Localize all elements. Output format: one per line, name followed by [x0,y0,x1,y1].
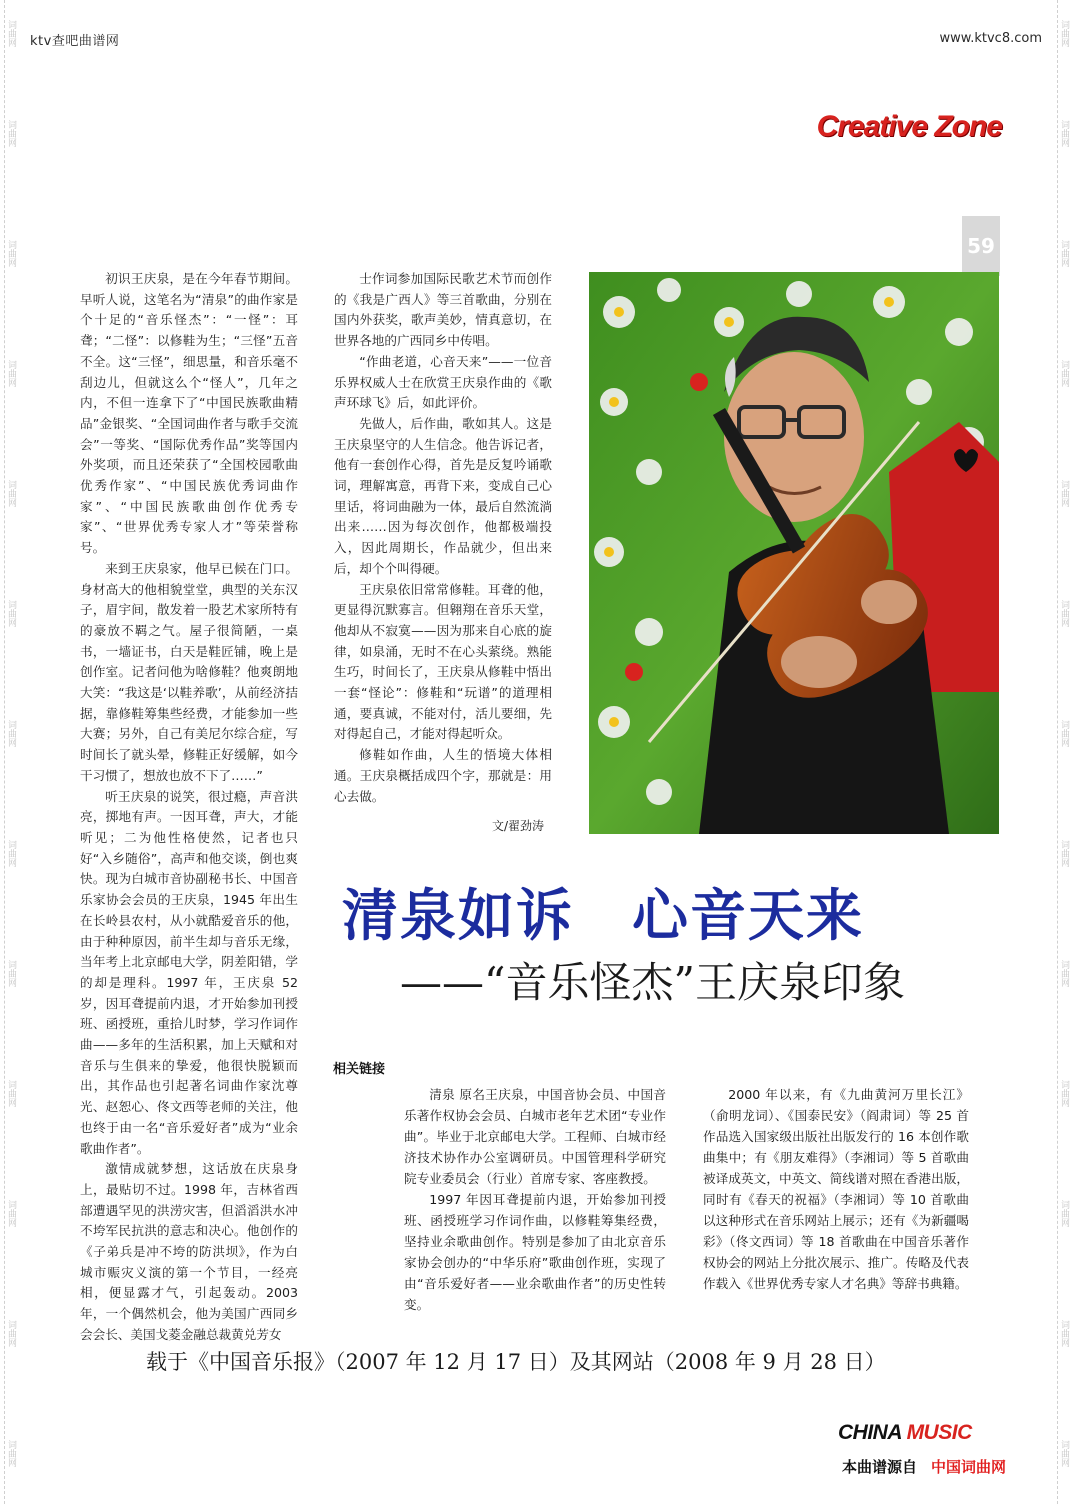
logo-word-music: MUSIC [906,1421,972,1444]
footer-credit [842,1456,1006,1477]
margin-text: 词曲网 [6,1320,16,1347]
paragraph: 激情成就梦想，这话放在庆泉身上，最贴切不过。1998 年，吉林省西部遭遇罕见的洪涝灾害，但滔滔洪水冲不垮军民抗洪的意志和决心。他创作的《子弟兵是冲不垮的防洪坝》，作为白城市赈灾义演的第一个节目，一经亮相，便显露才气，引起轰动。2003 年，一个偶然机会，他为美国广西同乡会会长、美国戈菱金融总裁黄兑芳女 [80,1161,298,1342]
related-column-a [404,1084,666,1315]
margin-text: 词曲网 [1059,360,1069,387]
paragraph: 来到王庆泉家，他早已候在门口。身材高大的他相貌堂堂，典型的关东汉子，眉宇间，散发着一股艺术家所特有的豪放不羁之气。屋子很简陋，一桌书，一墙证书，白天是鞋匠铺，晚上是创作室。记者问他为啥修鞋？他爽朗地大笑：“我这是‘以鞋养歌’，从前经济拮据，靠修鞋筹集些经费，才能参加一些大赛；另外，自己有美尼尔综合症，写时间长了就头晕，修鞋正好缓解，如今干习惯了，想放也放不下了……” [80,560,298,783]
margin-text: 词曲网 [6,360,16,387]
source-note: 载于《中国音乐报》（2007 年 12 月 17 日）及其网站（2008 年 9 月 28 日） [146,1350,886,1374]
page-number: 59 [962,216,1000,276]
paragraph: 士作词参加国际民歌艺术节而创作的《我是广西人》等三首歌曲，分别在国内外获奖，歌声美妙，情真意切，在世界各地的广西同乡中传唱。 [334,271,552,349]
margin-text: 词曲网 [1059,840,1069,867]
margin-text: 词曲网 [1059,600,1069,627]
margin-text: 词曲网 [1059,1080,1069,1107]
margin-text: 词曲网 [6,960,16,987]
margin-text: 词曲网 [6,1440,16,1467]
paragraph: 王庆泉依旧常常修鞋。耳聋的他，更显得沉默寡言。但翱翔在音乐天堂，他却从不寂寞——因为那来自心底的旋律，如泉涌，无时不在心头萦绕。熟能生巧，时间长了，王庆泉从修鞋中悟出一套“怪论”：修鞋和“玩谱”的道理相通，要真诚，不能对付，活儿要细，先对得起自己，才能对得起听众。 [334,581,552,742]
right-margin-watermark [1057,0,1070,1504]
paragraph: 修鞋如作曲，人生的悟境大体相通。王庆泉概括成四个字，那就是：用心去做。 [334,747,552,804]
related-column-b [703,1084,969,1294]
margin-text: 词曲网 [6,720,16,747]
margin-text: 词曲网 [1059,720,1069,747]
margin-text: 词曲网 [1059,960,1069,987]
margin-text: 词曲网 [6,840,16,867]
article-column-2 [334,269,552,807]
margin-text: 词曲网 [6,20,16,47]
article-column-1 [80,269,298,1346]
related-heading: 相关链接 [333,1062,386,1077]
margin-text: 词曲网 [6,240,16,267]
margin-text: 词曲网 [1059,1440,1069,1467]
paragraph: “作曲老道，心音天来”——一位音乐界权威人士在欣赏王庆泉作曲的《歌声环球飞》后，如此评价。 [334,353,552,411]
article-subtitle: ——“音乐怪杰”王庆泉印象 [400,958,905,1007]
paragraph: 先做人，后作曲，歌如其人。这是王庆泉坚守的人生信念。他告诉记者，他有一套创作心得，首先是反复吟诵歌词，理解寓意，再背下来，变成自己心里话，将词曲融为一体，最后自然流淌出来……因为每次创作，他都极端投入，因此周期长，作品就少，但出来后，却个个叫得硬。 [334,415,552,576]
site-url-right[interactable]: www.ktvc8.com [939,31,1042,46]
margin-text: 词曲网 [6,1080,16,1107]
margin-text: 词曲网 [1059,1320,1069,1347]
credit-text: 本曲谱源自 [842,1458,918,1476]
left-margin-watermark [4,0,17,1504]
paragraph: 1997 年因耳聋提前内退，开始参加刊授班、函授班学习作词作曲，以修鞋筹集经费，坚持业余歌曲创作。特别是参加了由北京音乐家协会创办的“中华乐府”歌曲创作班，实现了由“音乐爱好者——业余歌曲作者”的历史性转变。 [404,1192,666,1312]
margin-text: 词曲网 [6,600,16,627]
margin-text: 词曲网 [1059,120,1069,147]
margin-text: 词曲网 [6,480,16,507]
paragraph: 清泉 原名王庆泉，中国音协会员、中国音乐著作权协会会员、白城市老年艺术团“专业作曲”。毕业于北京邮电大学。工程师、白城市经济技术协作办公室调研员。中国管理科学研究院专业委员会（行业）首席专家、客座教授。 [404,1087,666,1186]
paragraph: 初识王庆泉，是在今年春节期间。早听人说，这笔名为“清泉”的曲作家是个十足的“音乐怪杰”：“一怪”：耳聋；“二怪”：以修鞋为生；“三怪”五音不全。这“三怪”，细思量，和音乐毫不刮边儿，但就这么个“怪人”，几年之内，不但一连拿下了“中国民族歌曲精品”金银奖、“全国词曲作者与歌手交流会”一等奖、“国际优秀作品”奖等国内外奖项，而且还荣获了“全国校园歌曲优秀作家”、“中国民族优秀词曲作家”、“中国民族歌曲创作优秀专家”、“世界优秀专家人才”等荣誉称号。 [80,271,298,556]
credit-site-link[interactable]: 中国词曲网 [931,1458,1007,1476]
paragraph: 2000 年以来，有《九曲黄河万里长江》（俞明龙词）、《国泰民安》（阎肃词）等 25 首作品选入国家级出版社出版发行的 16 本创作歌曲集中；有《朋友难得》（李湘词）等 5 首歌曲被译成英文，中英文、简线谱对照在香港出版，同时有《春天的祝福》（李湘词）等 10 首歌曲以这种形式在音乐网站上展示；还有《为新疆喝彩》（佟文西词）等 18 首歌曲在中国音乐著作权协会的网站上分批次展示、推广。传略及代表作载入《世界优秀专家人才名典》等辞书典籍。 [703,1087,969,1291]
margin-text: 词曲网 [1059,480,1069,507]
margin-text: 词曲网 [6,1200,16,1227]
violinist-illustration [589,272,999,834]
margin-text: 词曲网 [6,120,16,147]
article-title: 清泉如诉 心音天来 [342,884,864,949]
site-name-left[interactable]: ktv查吧曲谱网 [30,34,120,49]
logo-word-china: CHINA [838,1421,907,1444]
margin-text: 词曲网 [1059,240,1069,267]
china-music-logo [838,1421,972,1445]
byline: 文/翟劲涛 [492,819,545,833]
paragraph: 听王庆泉的说笑，很过瘾，声音洪亮，掷地有声。一因耳聋，声大，才能听见；二为他性格使然，记者也只好“入乡随俗”，高声和他交谈，倒也爽快。现为白城市音协副秘书长、中国音乐家协会会员的王庆泉，1945 年出生在长岭县农村，从小就酷爱音乐的他，由于种种原因，前半生却与音乐无缘，当年考上北京邮电大学，阴差阳错，学的却是理科。1997 年，王庆泉 52 岁，因耳聋提前内退，才开始参加刊授班、函授班，重拾儿时梦，学习作词作曲——多年的生活积累，加上天赋和对音乐与生俱来的挚爱，他很快脱颖而出，其作品也引起著名词曲作家沈尊光、赵恕心、佟文西等老师的关注，他也终于由一名“音乐爱好者”成为“业余歌曲作者”。 [80,788,298,1156]
margin-text: 词曲网 [1059,20,1069,47]
violinist-photo [589,272,999,834]
section-logo: Creative Zone [816,110,1002,143]
margin-text: 词曲网 [1059,1200,1069,1227]
